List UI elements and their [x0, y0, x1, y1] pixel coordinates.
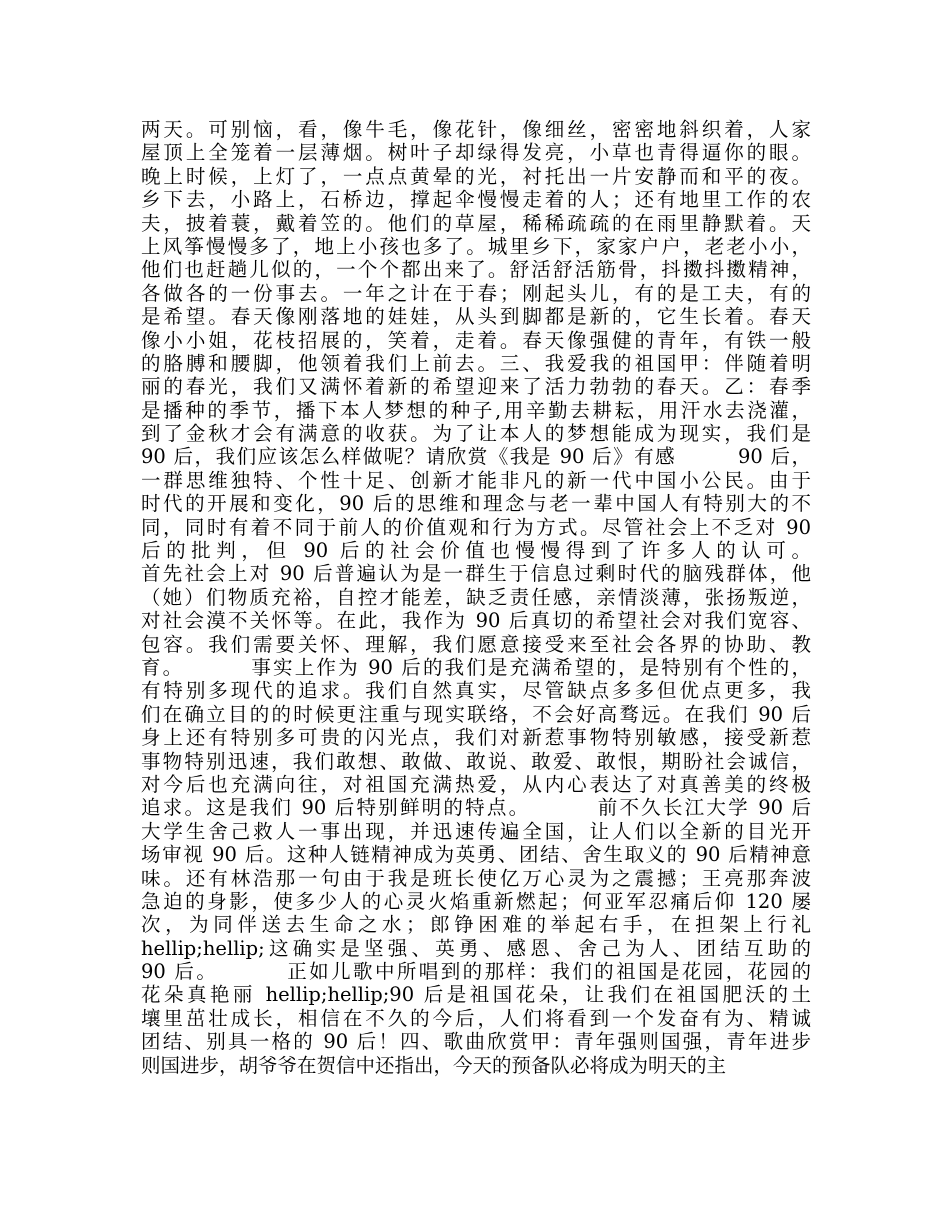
text-line: 90 后。 正如儿歌中所唱到的那样：我们的祖国是花园，花园的 — [141, 960, 811, 984]
text-line: 90 后，我们应该怎么样做呢？请欣赏《我是 90 后》有感 90 后， — [141, 445, 811, 469]
text-line: 的胳膊和腰脚，他领着我们上前去。三、我爱我的祖国甲：伴随着明 — [141, 351, 811, 375]
text-line: 身上还有特别多可贵的闪光点，我们对新惹事物特别敏感，接受新惹 — [141, 726, 811, 750]
text-line: 有特别多现代的追求。我们自然真实，尽管缺点多多但优点更多，我 — [141, 679, 811, 703]
text-line: 后的批判，但 90 后的社会价值也慢慢得到了许多人的认可。 — [141, 539, 811, 563]
body-text — [141, 118, 811, 1077]
text-line: 乡下去，小路上，石桥边，撑起伞慢慢走着的人；还有地里工作的农 — [141, 188, 811, 212]
text-line: 晚上时候，上灯了，一点点黄晕的光，衬托出一片安静而和平的夜。 — [141, 164, 811, 188]
text-line: 屋顶上全笼着一层薄烟。树叶子却绿得发亮，小草也青得逼你的眼。 — [141, 141, 811, 165]
text-line: （她）们物质充裕，自控才能差，缺乏责任感，亲情淡薄，张扬叛逆， — [141, 585, 811, 609]
text-line: 首先社会上对 90 后普遍认为是一群生于信息过剩时代的脑残群体，他 — [141, 562, 811, 586]
text-line: 大学生舍己救人一事出现，并迅速传遍全国，让人们以全新的目光开 — [141, 819, 811, 843]
text-line: 则国进步，胡爷爷在贺信中还指出，今天的预备队必将成为明天的主 — [141, 1053, 727, 1077]
text-line: 次，为同伴送去生命之水；郎铮困难的举起右手，在担架上行礼 — [141, 913, 811, 937]
text-line: hellip;hellip;这确实是坚强、英勇、感恩、舍己为人、团结互助的 — [141, 936, 811, 960]
text-line: 团结、别具一格的 90 后！四、歌曲欣赏甲：青年强则国强，青年进步 — [141, 1030, 811, 1054]
text-line: 对今后也充满向往，对祖国充满热爱，从内心表达了对真善美的终极 — [141, 772, 811, 796]
text-line: 育。 事实上作为 90 后的我们是充满希望的，是特别有个性的， — [141, 655, 811, 679]
text-line: 丽的春光，我们又满怀着新的希望迎来了活力勃勃的春天。乙：春季 — [141, 375, 811, 399]
text-line: 各做各的一份事去。一年之计在于春；刚起头儿，有的是工夫，有的 — [141, 281, 811, 305]
text-line: 他们也赶趟儿似的，一个个都出来了。舒活舒活筋骨，抖擞抖擞精神， — [141, 258, 811, 282]
text-line: 像小小姐，花枝招展的，笑着，走着。春天像强健的青年，有铁一般 — [141, 328, 811, 352]
text-line: 上风筝慢慢多了，地上小孩也多了。城里乡下，家家户户，老老小小， — [141, 234, 811, 258]
text-line: 追求。这是我们 90 后特别鲜明的特点。 前不久长江大学 90 后 — [141, 796, 811, 820]
text-line: 同，同时有着不同于前人的价值观和行为方式。尽管社会上不乏对 90 — [141, 515, 811, 539]
text-line: 急迫的身影，使多少人的心灵火焰重新燃起；何亚军忍痛后仰 120 屡 — [141, 889, 811, 913]
text-line: 壤里茁壮成长，相信在不久的今后，人们将看到一个发奋有为、精诚 — [141, 1006, 811, 1030]
text-line: 夫，披着蓑，戴着笠的。他们的草屋，稀稀疏疏的在雨里静默着。天 — [141, 211, 811, 235]
text-line: 花朵真艳丽 hellip;hellip;90 后是祖国花朵，让我们在祖国肥沃的土 — [141, 983, 811, 1007]
text-line: 对社会漠不关怀等。在此，我作为 90 后真切的希望社会对我们宽容、 — [141, 609, 811, 633]
text-line: 到了金秋才会有满意的收获。为了让本人的梦想能成为现实，我们是 — [141, 422, 811, 446]
text-line: 两天。可别恼，看，像牛毛，像花针，像细丝，密密地斜织着，人家 — [141, 118, 811, 141]
text-line: 一群思维独特、个性十足、创新才能非凡的新一代中国小公民。由于 — [141, 468, 811, 492]
text-line: 事物特别迅速，我们敢想、敢做、敢说、敢爱、敢恨，期盼社会诚信， — [141, 749, 811, 773]
text-line: 是播种的季节，播下本人梦想的种子,用辛勤去耕耘，用汗水去浇灌， — [141, 398, 811, 422]
text-line: 们在确立目的的时候更注重与现实联络，不会好高骛远。在我们 90 后 — [141, 702, 811, 726]
text-line: 包容。我们需要关怀、理解，我们愿意接受来至社会各界的协助、教 — [141, 632, 811, 656]
text-line: 场审视 90 后。这种人链精神成为英勇、团结、舍生取义的 90 后精神意 — [141, 843, 811, 867]
text-line: 味。还有林浩那一句由于我是班长使亿万心灵为之震撼；王亮那奔波 — [141, 866, 811, 890]
text-line: 时代的开展和变化，90 后的思维和理念与老一辈中国人有特别大的不 — [141, 492, 811, 516]
text-line: 是希望。春天像刚落地的娃娃，从头到脚都是新的，它生长着。春天 — [141, 305, 811, 329]
